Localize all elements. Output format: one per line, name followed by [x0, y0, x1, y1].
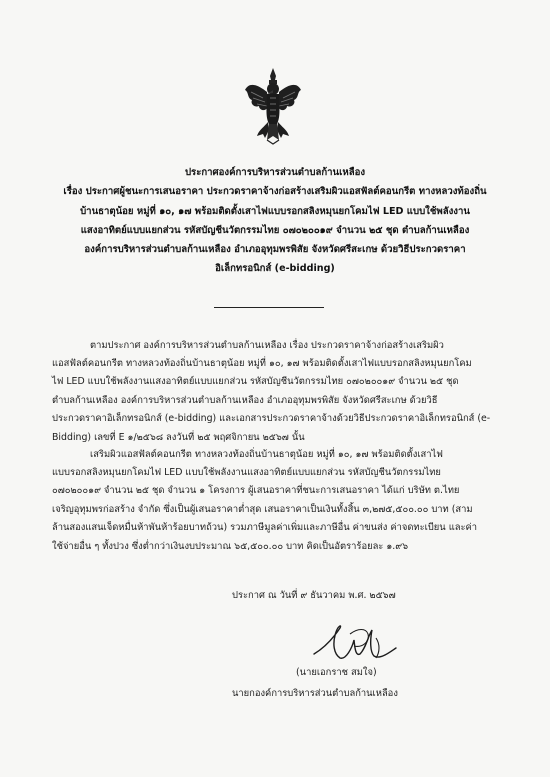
body-paragraph-1-cont	[52, 355, 490, 447]
body-line: เสริมผิวแอสฟัลต์คอนกรีต ทางหลวงท้องถิ่นบ้านธาตุน้อย หมู่ที่ ๑๐, ๑๗ พร้อมติดตั้งเสาไฟ	[90, 449, 443, 460]
heading-title: ประกาศองค์การบริหารส่วนตำบลก้านเหลือง	[184, 167, 366, 178]
body-paragraph-2	[90, 446, 443, 464]
heading-divider	[214, 307, 324, 308]
heading-subject-line: แสงอาทิตย์แบบแยกส่วน รหัสบัญชีนวัตกรรมไทย ๐๗๐๒๐๐๑๙ จำนวน ๒๕ ชุด ตำบลก้านเหลือง	[80, 224, 470, 236]
body-line: ๐๗๐๒๐๐๑๙ จำนวน ๒๕ ชุด จำนวน ๑ โครงการ ผู้เสนอราคาที่ชนะการเสนอราคา ได้แก่ บริษัท ต.ไทย	[52, 485, 460, 497]
body-line: แอสฟัลต์คอนกรีต ทางหลวงท้องถิ่นบ้านธาตุน้อย หมู่ที่ ๑๐, ๑๗ พร้อมติดตั้งเสาไฟแบบรอกสลิงหมุนยกโคม	[52, 358, 472, 369]
body-line: เจริญอุทุมพรก่อสร้าง จำกัด ซึ่งเป็นผู้เสนอราคาต่ำสุด เสนอราคาเป็นเงินทั้งสิ้น ๓,๒๗๕,๕๐๐.๐๐ บาท (สาม	[52, 503, 473, 515]
heading-subject-line: บ้านธาตุน้อย หมู่ที่ ๑๐, ๑๗ พร้อมติดตั้งเสาไฟแบบรอกสลิงหมุนยกโคมไฟ LED แบบใช้พลังงาน	[80, 205, 470, 217]
garuda-emblem-icon	[243, 66, 303, 146]
announcement-heading	[40, 163, 510, 279]
handwritten-signature	[310, 618, 400, 664]
body-line: ไฟ LED แบบใช้พลังงานแสงอาทิตย์แบบแยกส่วน รหัสบัญชีนวัตกรรมไทย ๐๗๐๒๐๐๑๙ จำนวน ๒๕ ชุด	[52, 376, 459, 388]
body-line: ประกวดราคาอิเล็กทรอนิกส์ (e-bidding) และเอกสารประกวดราคาจ้างด้วยวิธีประกวดราคาอิเล็กทรอนิกส์ (e-	[52, 413, 491, 425]
body-paragraph-2-cont	[52, 464, 477, 556]
heading-subject-line: องค์การบริหารส่วนตำบลก้านเหลือง อำเภออุทุมพรพิสัย จังหวัดศรีสะเกษ ด้วยวิธีประกวดราคา	[84, 244, 466, 256]
heading-subject: เรื่อง ประกาศผู้ชนะการเสนอราคา ประกวดราคาจ้างก่อสร้างเสริมผิวแอสฟัลต์คอนกรีต ทางหลวงท้องถิ่น	[63, 186, 487, 198]
body-line: ล้านสองแสนเจ็ดหมื่นห้าพันห้าร้อยบาทถ้วน) รวมภาษีมูลค่าเพิ่มและภาษีอื่น ค่าขนส่ง ค่าจดทะเบียน และค่า	[52, 522, 478, 534]
signatory-title: นายกองค์การบริหารส่วนตำบลก้านเหลือง	[232, 688, 398, 699]
signatory-name: (นายเอกราช สมใจ)	[296, 667, 377, 678]
body-line: ใช้จ่ายอื่น ๆ ทั้งปวง ซึ่งต่ำกว่าเงินงบประมาณ ๖๕,๕๐๐.๐๐ บาท คิดเป็นอัตราร้อยละ ๑.๙๖	[52, 540, 409, 552]
body-line: ตามประกาศ องค์การบริหารส่วนตำบลก้านเหลือง เรื่อง ประกวดราคาจ้างก่อสร้างเสริมผิว	[90, 340, 444, 351]
body-paragraph-1	[90, 337, 444, 355]
body-line: ตำบลก้านเหลือง องค์การบริหารส่วนตำบลก้านเหลือง อำเภออุทุมพรพิสัย จังหวัดศรีสะเกษ ด้วยวิธี	[52, 394, 438, 406]
announcement-date: ประกาศ ณ วันที่ ๙ ธันวาคม พ.ศ. ๒๕๖๗	[232, 590, 396, 601]
body-line: แบบรอกสลิงหมุนยกโคมไฟ LED แบบใช้พลังงานแสงอาทิตย์แบบแยกส่วน รหัสบัญชีนวัตกรรมไทย	[52, 467, 441, 478]
heading-subject-line: อิเล็กทรอนิกส์ (e-bidding)	[215, 263, 335, 275]
body-line: Bidding) เลขที่ E ๑/๒๕๖๘ ลงวันที่ ๒๕ พฤศจิกายน ๒๕๖๗ นั้น	[52, 431, 305, 443]
